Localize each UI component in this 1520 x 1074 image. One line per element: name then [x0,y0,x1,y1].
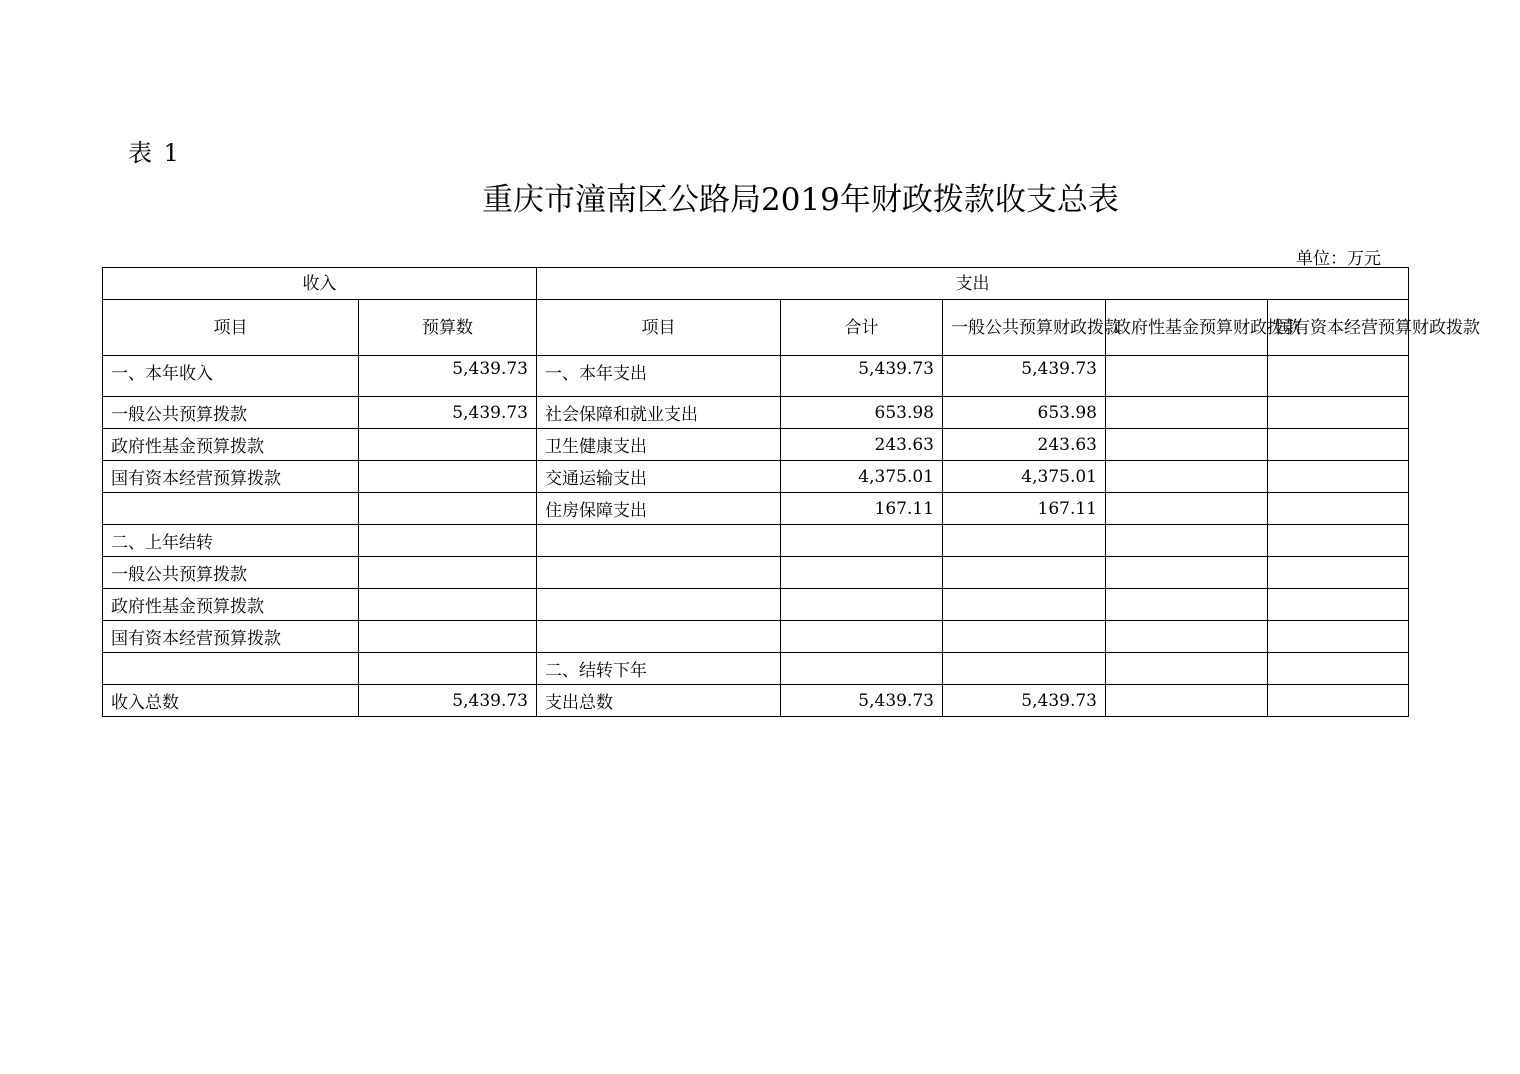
income-item-cell: 国有资本经营预算拨款 [103,461,359,493]
table-row [103,589,1409,621]
total-cell: 243.63 [781,429,943,461]
budget-cell: 5,439.73 [359,356,537,397]
section-header-row [103,268,1409,300]
gov-fund-cell [1106,493,1268,525]
expense-section-header: 支出 [537,268,1409,300]
income-item-cell: 政府性基金预算拨款 [103,589,359,621]
expense-item-cell [537,589,781,621]
col-budget: 预算数 [359,300,537,356]
general-cell: 4,375.01 [943,461,1106,493]
total-cell [781,621,943,653]
income-item-cell [103,493,359,525]
state-capital-cell [1268,589,1409,621]
gov-fund-cell [1106,557,1268,589]
total-cell [781,653,943,685]
col-expense-item: 项目 [537,300,781,356]
expense-total-label: 支出总数 [537,685,781,717]
table-row [103,397,1409,429]
expense-item-cell: 卫生健康支出 [537,429,781,461]
income-item-cell [103,653,359,685]
gov-fund-cell [1106,653,1268,685]
total-cell [781,589,943,621]
table-row [103,525,1409,557]
budget-cell: 5,439.73 [359,685,537,717]
table-row [103,461,1409,493]
column-header-row [103,300,1409,356]
gov-fund-cell [1106,397,1268,429]
gov-fund-cell [1106,621,1268,653]
gov-fund-cell [1106,461,1268,493]
general-cell: 5,439.73 [943,685,1106,717]
state-capital-cell [1268,461,1409,493]
expense-item-cell: 住房保障支出 [537,493,781,525]
general-cell: 653.98 [943,397,1106,429]
total-cell: 4,375.01 [781,461,943,493]
table-row-total [103,685,1409,717]
income-total-label: 收入总数 [103,685,359,717]
total-cell [781,557,943,589]
state-capital-cell [1268,397,1409,429]
state-capital-cell [1268,356,1409,397]
total-cell: 653.98 [781,397,943,429]
budget-cell [359,621,537,653]
state-capital-cell [1268,653,1409,685]
col-income-item: 项目 [103,300,359,356]
general-cell [943,653,1106,685]
state-capital-cell [1268,685,1409,717]
income-item-cell: 国有资本经营预算拨款 [103,621,359,653]
document-title: 重庆市潼南区公路局2019年财政拨款收支总表 [482,182,1119,218]
budget-cell [359,429,537,461]
budget-cell [359,653,537,685]
state-capital-cell [1268,429,1409,461]
general-cell: 167.11 [943,493,1106,525]
income-item-cell: 政府性基金预算拨款 [103,429,359,461]
table-row [103,493,1409,525]
state-capital-cell [1268,557,1409,589]
gov-fund-cell [1106,525,1268,557]
budget-cell: 5,439.73 [359,397,537,429]
expense-item-cell [537,621,781,653]
gov-fund-cell [1106,429,1268,461]
unit-label: 单位：万元 [1296,249,1381,269]
gov-fund-cell [1106,589,1268,621]
table-row [103,557,1409,589]
total-cell: 5,439.73 [781,685,943,717]
gov-fund-cell [1106,356,1268,397]
income-item-cell: 一般公共预算拨款 [103,557,359,589]
total-cell: 5,439.73 [781,356,943,397]
expense-item-cell: 交通运输支出 [537,461,781,493]
budget-cell [359,557,537,589]
income-item-cell: 一、本年收入 [103,356,359,397]
income-section-header: 收入 [103,268,537,300]
general-cell [943,621,1106,653]
state-capital-cell [1268,621,1409,653]
total-cell: 167.11 [781,493,943,525]
gov-fund-cell [1106,685,1268,717]
table-row [103,621,1409,653]
expense-item-cell [537,557,781,589]
table-row [103,429,1409,461]
budget-table [102,267,1480,717]
total-cell [781,525,943,557]
general-cell [943,557,1106,589]
budget-cell [359,461,537,493]
budget-cell [359,493,537,525]
table-row [103,356,1409,397]
expense-item-cell: 二、结转下年 [537,653,781,685]
income-item-cell: 二、上年结转 [103,525,359,557]
expense-item-cell: 一、本年支出 [537,356,781,397]
col-general-budget: 一般公共预算财政拨款 [943,300,1106,356]
state-capital-cell [1268,493,1409,525]
income-item-cell: 一般公共预算拨款 [103,397,359,429]
col-state-capital: 国有资本经营预算财政拨款 [1268,300,1409,356]
expense-item-cell: 社会保障和就业支出 [537,397,781,429]
table-label: 表 1 [128,139,181,167]
general-cell [943,589,1106,621]
budget-cell [359,589,537,621]
general-cell [943,525,1106,557]
expense-item-cell [537,525,781,557]
col-total: 合计 [781,300,943,356]
general-cell: 243.63 [943,429,1106,461]
budget-cell [359,525,537,557]
state-capital-cell [1268,525,1409,557]
col-gov-fund: 政府性基金预算财政拨款 [1106,300,1268,356]
general-cell: 5,439.73 [943,356,1106,397]
table-row [103,653,1409,685]
